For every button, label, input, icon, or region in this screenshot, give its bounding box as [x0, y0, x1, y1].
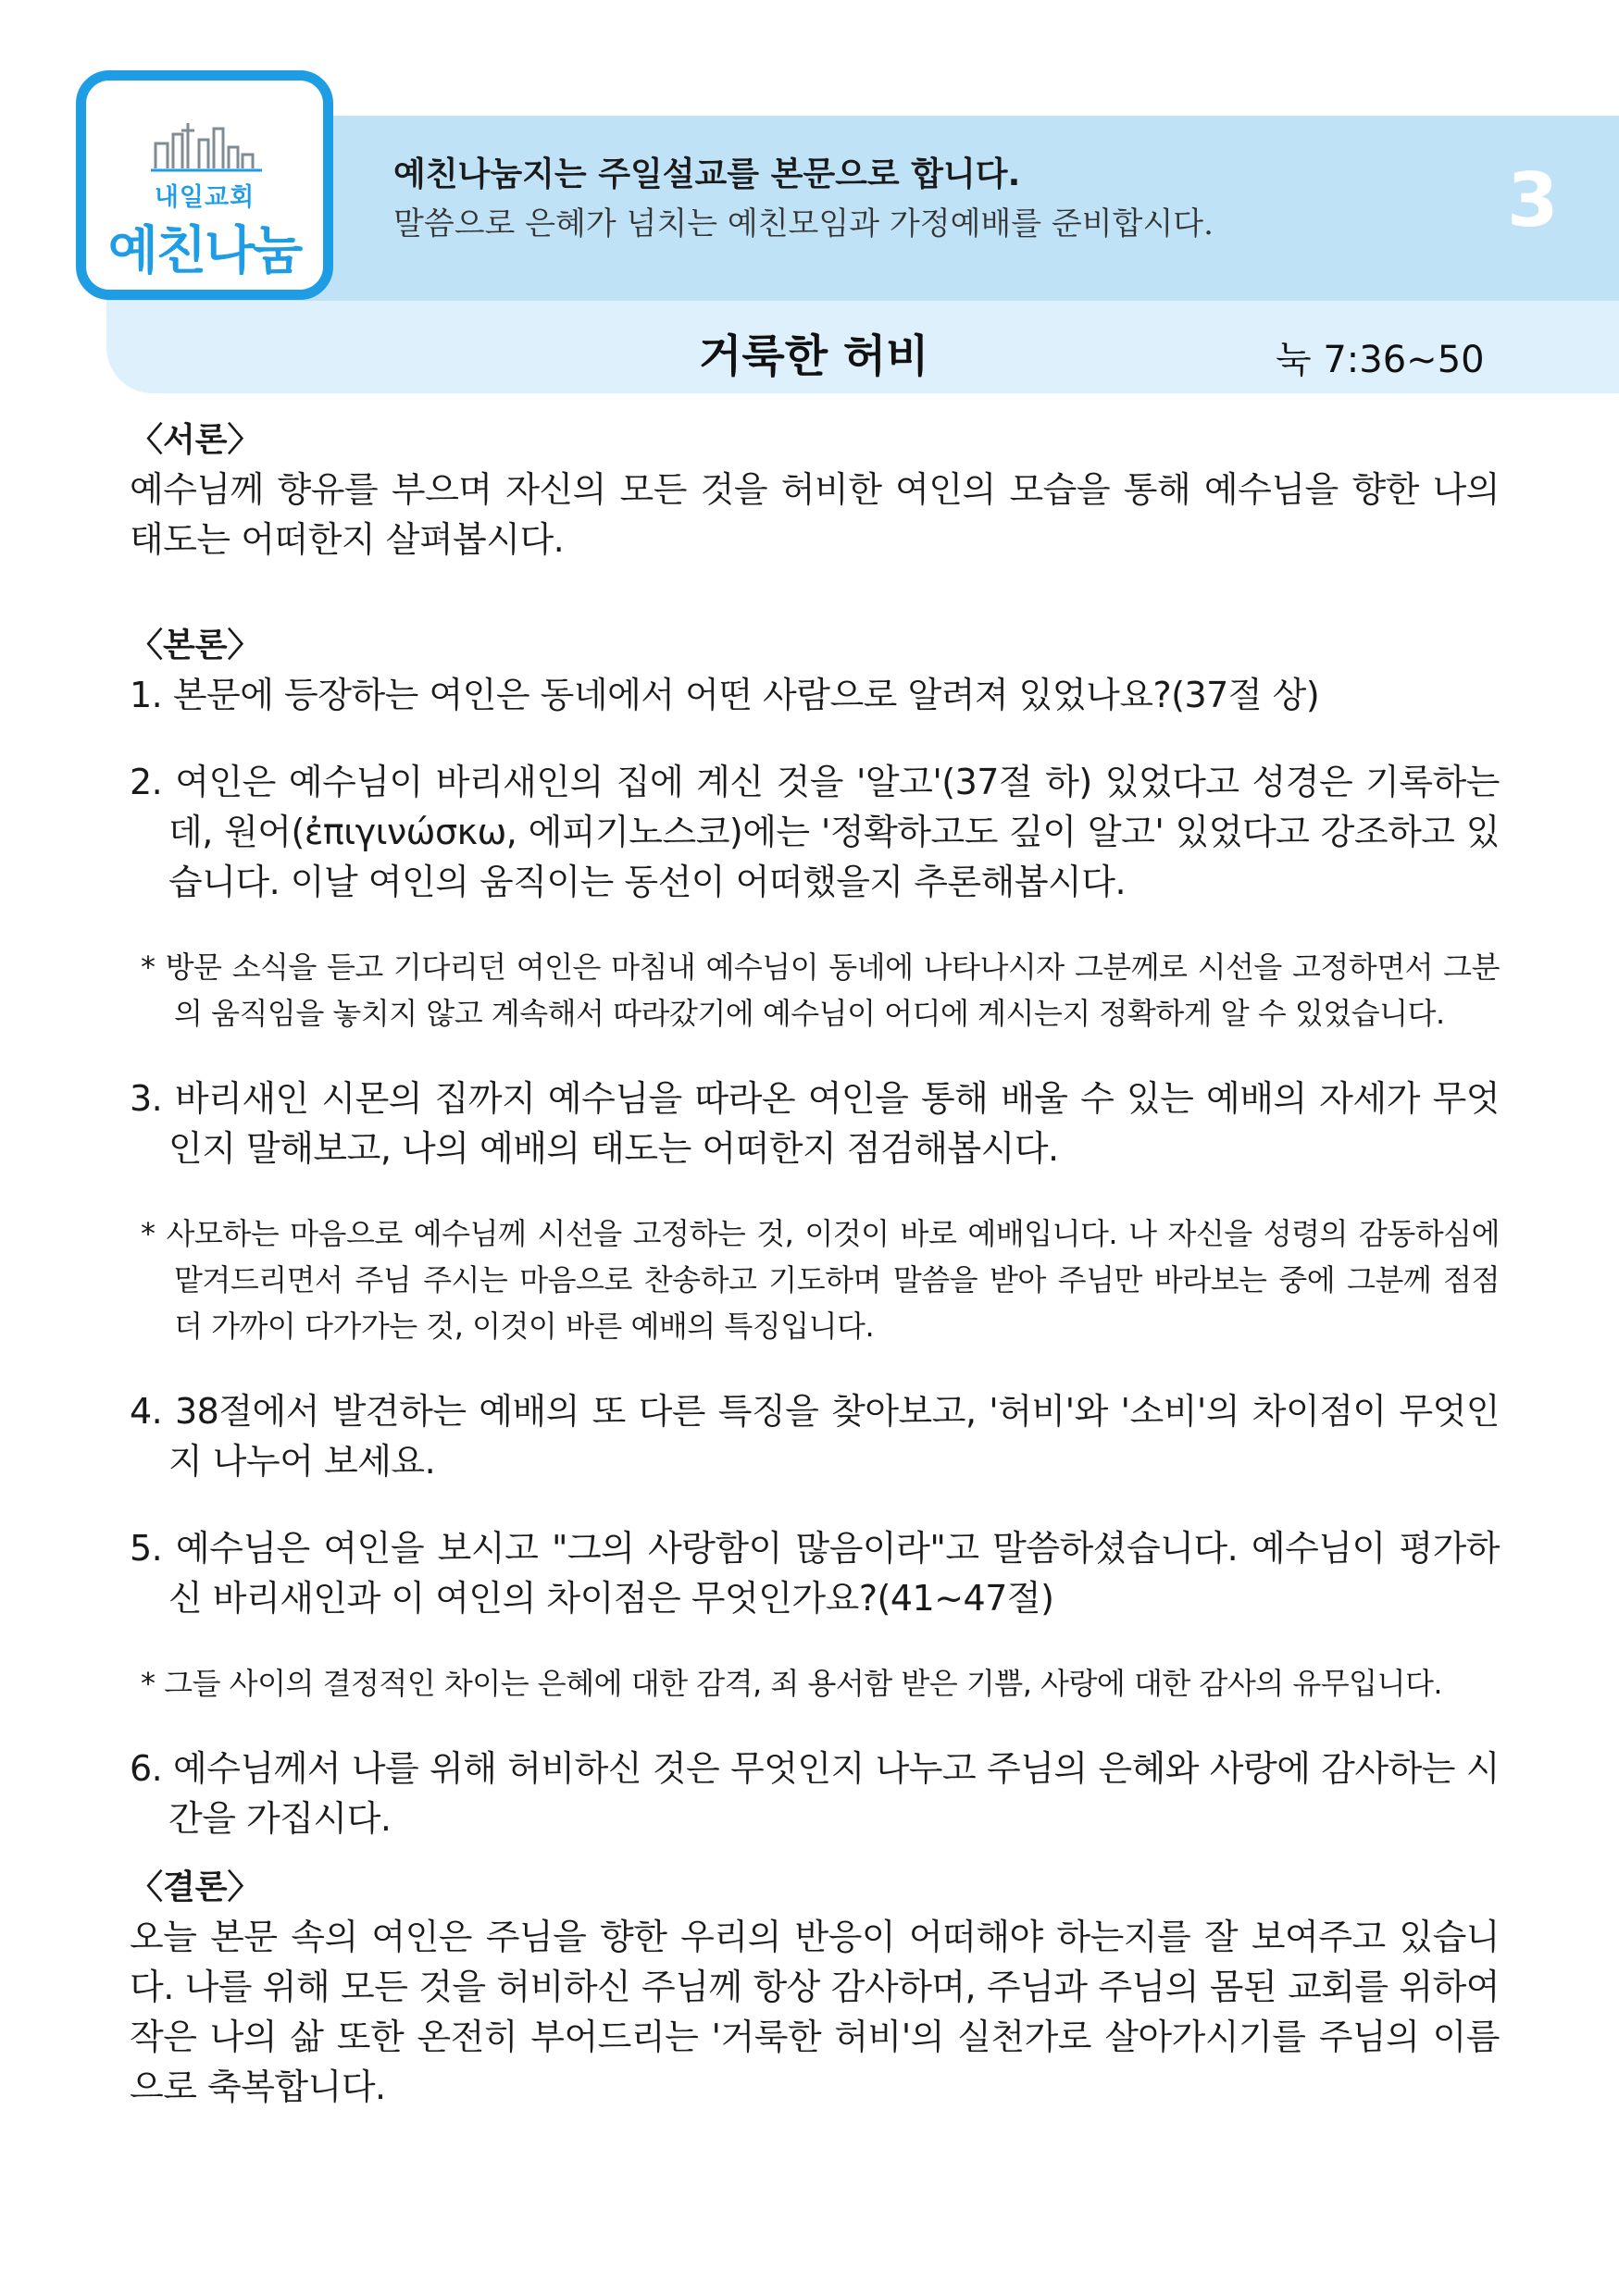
page-title: 거룩한 허비	[699, 330, 929, 382]
note-2: * 방문 소식을 듣고 기다리던 여인은 마침내 예수님이 동네에 나타나시자 그분께로 시선을 고정하면서 그분의 움직임을 놓치지 않고 계속해서 따라갔기에 예수님이 어디에 계시는지 정확하게 알 수 있었습니다.	[141, 949, 1500, 1031]
logo	[76, 70, 333, 300]
scripture-reference: 눅 7:36~50	[1276, 339, 1485, 381]
church-skyline-icon	[151, 118, 262, 173]
logo-title: 예친나눔	[107, 221, 302, 281]
conclusion-heading: 〈결론〉	[130, 1868, 261, 1906]
page-number: 3	[1507, 157, 1559, 243]
intro-heading: 〈서론〉	[130, 421, 261, 459]
question-5: 5. 예수님은 여인을 보시고 "그의 사랑함이 많음이라"고 말씀하셨습니다. 예수님이 평가하신 바리새인과 이 여인의 차이점은 무엇인가요?(41~47절)	[130, 1528, 1500, 1619]
tagline-sub: 말씀으로 은혜가 넘치는 예친모임과 가정예배를 준비합시다.	[393, 205, 1214, 242]
conclusion-text: 오늘 본문 속의 여인은 주님을 향한 우리의 반응이 어떠해야 하는지를 잘 보여주고 있습니다. 나를 위해 모든 것을 허비하신 주님께 항상 감사하며, 주님과 주님의 몸된 교회를 위하여 작은 나의 삶 또한 온전히 부어드리는 '거룩한 허비'의 실천가로 살아가시기를 주님의 이름으로 축복합니다.	[130, 1917, 1500, 2107]
question-3: 3. 바리새인 시몬의 집까지 예수님을 따라온 여인을 통해 배울 수 있는 예배의 자세가 무엇인지 말해보고, 나의 예배의 태도는 어떠한지 점검해봅시다.	[130, 1078, 1500, 1169]
intro-text: 예수님께 향유를 부으며 자신의 모든 것을 허비한 여인의 모습을 통해 예수님을 향한 나의 태도는 어떠한지 살펴봅시다.	[130, 469, 1500, 560]
church-name: 내일교회	[154, 183, 255, 212]
tagline-main: 예친나눔지는 주일설교를 본문으로 합니다.	[393, 155, 1021, 193]
note-3: * 사모하는 마음으로 예수님께 시선을 고정하는 것, 이것이 바로 예배입니다. 나 자신을 성령의 감동하심에 맡겨드리면서 주님 주시는 마음으로 찬송하고 기도하며 말씀을 받아 주님만 바라보는 중에 그분께 점점 더 가까이 다가가는 것, 이것이 바른 예배의 특징입니다.	[141, 1216, 1500, 1344]
question-1: 1. 본문에 등장하는 여인은 동네에서 어떤 사람으로 알려져 있었나요?(37절 상)	[130, 675, 1320, 715]
question-6: 6. 예수님께서 나를 위해 허비하신 것은 무엇인지 나누고 주님의 은혜와 사랑에 감사하는 시간을 가집시다.	[130, 1748, 1500, 1839]
question-4: 4. 38절에서 발견하는 예배의 또 다른 특징을 찾아보고, '허비'와 '소비'의 차이점이 무엇인지 나누어 보세요.	[130, 1391, 1500, 1482]
main-heading: 〈본론〉	[130, 627, 261, 664]
question-2: 2. 여인은 예수님이 바리새인의 집에 계신 것을 '알고'(37절 하) 있었다고 성경은 기록하는데, 원어(ἐπιγινώσκω, 에피기노스코)에는 '정확하고도 깊이 알고' 있었다고 강조하고 있습니다. 이날 여인의 움직이는 동선이 어떠했을지 추론해봅시다.	[130, 762, 1500, 902]
document-body	[130, 416, 1500, 2112]
note-5: * 그들 사이의 결정적인 차이는 은혜에 대한 감격, 죄 용서함 받은 기쁨, 사랑에 대한 감사의 유무입니다.	[141, 1666, 1443, 1701]
